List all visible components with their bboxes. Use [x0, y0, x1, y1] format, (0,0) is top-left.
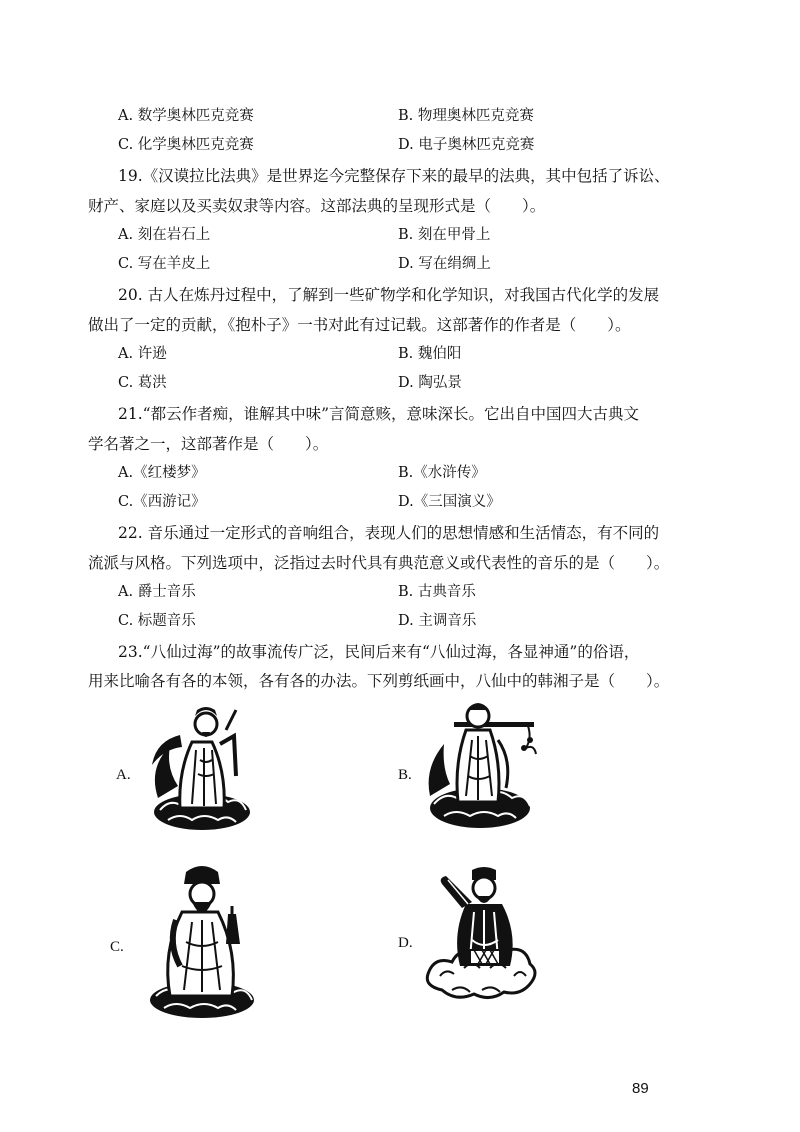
q22-option-a: A. 爵士音乐 — [118, 584, 196, 600]
q20-stem-line1: 20. 古人在炼丹过程中，了解到一些矿物学和化学知识，对我国古代化学的发展 — [118, 286, 660, 304]
paper-cut-figure-c — [136, 862, 266, 1022]
q19-stem-line2: 财产、家庭以及买卖奴隶等内容。这部法典的呈现形式是（ ）。 — [88, 197, 546, 215]
q18-option-b: B. 物理奥林匹克竞赛 — [398, 108, 534, 124]
q23-stem-line2: 用来比喻各有各的本领，各有各的办法。下列剪纸画中，八仙中的韩湘子是（ ）。 — [88, 672, 670, 690]
q21-stem-line2: 学名著之一，这部著作是（ ）。 — [88, 435, 329, 453]
q22-option-b: B. 古典音乐 — [398, 584, 476, 600]
paper-cut-figure-b — [420, 696, 550, 836]
q22-stem-line2: 流派与风格。下列选项中，泛指过去时代具有典范意义或代表性的音乐的是（ ）。 — [88, 554, 670, 572]
q19-option-b: B. 刻在甲骨上 — [398, 227, 491, 243]
q20-stem-line2: 做出了一定的贡献，《抱朴子》一书对此有过记载。这部著作的作者是（ ）。 — [88, 316, 631, 334]
q23-figure-label-d: D. — [398, 935, 413, 951]
q20-option-b: B. 魏伯阳 — [398, 346, 462, 362]
q19-stem-line1: 19.《汉谟拉比法典》是世界迄今完整保存下来的最早的法典，其中包括了诉讼、 — [118, 167, 670, 185]
q22-stem-line1: 22. 音乐通过一定形式的音响组合，表现人们的思想情感和生活情态，有不同的 — [118, 524, 660, 542]
q18-option-a: A. 数学奥林匹克竞赛 — [118, 108, 254, 124]
q19-option-d: D. 写在绢绸上 — [398, 256, 491, 272]
q22-option-c: C. 标题音乐 — [118, 613, 196, 629]
paper-cut-figure-a — [140, 700, 260, 835]
paper-cut-figure-d — [418, 864, 548, 1014]
q19-option-c: C. 写在羊皮上 — [118, 256, 211, 272]
q21-option-b: B.《水浒传》 — [398, 465, 486, 481]
q23-stem-line1: 23.“八仙过海”的故事流传广泛，民间后来有“八仙过海，各显神通”的俗语， — [118, 643, 640, 661]
q18-option-c: C. 化学奥林匹克竞赛 — [118, 137, 254, 153]
q22-option-d: D. 主调音乐 — [398, 613, 477, 629]
q23-figure-label-b: B. — [398, 767, 412, 783]
q20-option-d: D. 陶弘景 — [398, 375, 462, 391]
q20-option-c: C. 葛洪 — [118, 375, 167, 391]
q21-stem-line1: 21.“都云作者痴，谁解其中味”言简意赅，意味深长。它出自中国四大古典文 — [118, 405, 640, 423]
q23-figure-label-a: A. — [116, 767, 131, 783]
q18-option-d: D. 电子奥林匹克竞赛 — [398, 137, 535, 153]
q20-option-a: A. 许逊 — [118, 346, 167, 362]
q19-option-a: A. 刻在岩石上 — [118, 227, 211, 243]
q21-option-d: D.《三国演义》 — [398, 494, 501, 510]
q23-figure-label-c: C. — [110, 939, 124, 955]
page-number: 89 — [632, 1080, 649, 1097]
q21-option-c: C.《西游记》 — [118, 494, 206, 510]
q21-option-a: A.《红楼梦》 — [118, 465, 206, 481]
